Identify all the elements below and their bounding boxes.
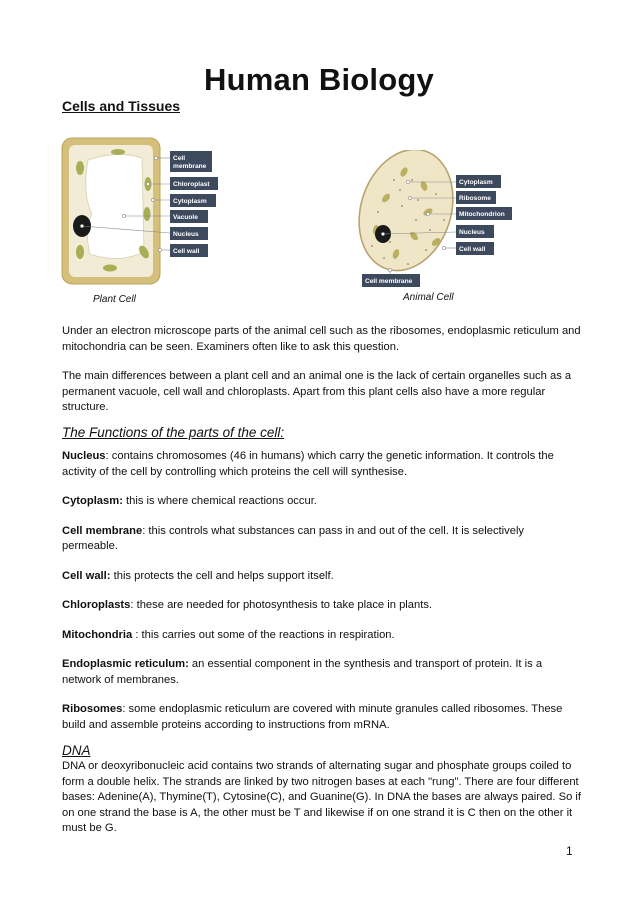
plant-cell-vacuole <box>86 154 144 258</box>
animal-cell-caption: Animal Cell <box>403 292 454 303</box>
plant-cell-labels <box>170 151 218 257</box>
label-chloroplast: Chloroplast <box>173 181 210 188</box>
intro-block <box>62 324 582 416</box>
label-animal-cell-wall: Cell wall <box>459 246 486 253</box>
plant-cell-caption: Plant Cell <box>93 294 136 305</box>
label-nucleus: Nucleus <box>173 231 199 238</box>
label-animal-cytoplasm: Cytoplasm <box>459 179 493 186</box>
label-vacuole: Vacuole <box>173 214 198 221</box>
section-subtitle: Cells and Tissues <box>62 98 181 114</box>
dna-block <box>62 742 582 837</box>
animal-cell-body <box>356 150 468 283</box>
function-endoplasmic-reticulum: Endoplasmic reticulum: an essential component in the synthesis and transport of protein. It is a network of membranes. <box>62 658 543 686</box>
plant-cell-diagram <box>58 134 233 290</box>
function-mitochondria: Mitochondria : this carries out some of the reactions in respiration. <box>62 628 395 641</box>
function-nucleus: Nucleus: contains chromosomes (46 in humans) which carry the genetic information. It controls the activity of the cell by controlling which proteins the cell will synthesise. <box>62 450 554 478</box>
functions-heading: The Functions of the parts of the cell: <box>62 425 285 440</box>
label-cytoplasm: Cytoplasm <box>173 198 207 205</box>
functions-block <box>62 424 582 733</box>
animal-cell-diagram <box>356 150 516 290</box>
function-cytoplasm: Cytoplasm: this is where chemical reactions occur. <box>62 495 317 507</box>
label-ribosome: Ribosome <box>459 195 491 202</box>
page-number: 1 <box>566 844 573 858</box>
dna-heading: DNA <box>62 743 91 758</box>
function-chloroplasts: Chloroplasts: these are needed for photosynthesis to take place in plants. <box>62 599 433 611</box>
label-cell-wall: Cell wall <box>173 248 200 255</box>
label-animal-nucleus: Nucleus <box>459 229 485 236</box>
label-animal-cell-membrane: Cell membrane <box>365 278 413 285</box>
function-ribosomes: Ribosomes: some endoplasmic reticulum are covered with minute granules called ribosomes. These build and assemble proteins according to instructions from mRNA. <box>62 703 563 731</box>
svg-text:Cellmembrane: Cell membrane <box>173 155 207 170</box>
function-cell-wall: Cell wall: this protects the cell and helps support itself. <box>62 569 334 582</box>
page-title: Human Biology <box>204 62 434 97</box>
function-cell-membrane: Cell membrane: this controls what substances can pass in and out of the cell. It is selectively permeable. <box>62 524 525 552</box>
dna-paragraph: DNA or deoxyribonucleic acid contains two strands of alternating sugar and phosphate groups coiled to form a double helix. The strands are linked by two nitrogen bases at each "rung". There are four different bases: Adenine(A), Thymine(T), Cytosine(C), and Guanine(G). In DNA the bases are always paired. So if on one strand the base is A, the other must be T and likewise if on one strand it is C then on the other it must be G. <box>62 760 582 834</box>
intro-paragraph-1: Under an electron microscope parts of the animal cell such as the ribosomes, endoplasmic reticulum and mitochondria can be seen. Examiners often like to ask this question. <box>62 325 581 353</box>
label-mitochondrion: Mitochondrion <box>459 211 505 218</box>
intro-paragraph-2: The main differences between a plant cell and an animal one is the lack of certain organelles such as a permanent vacuole, cell wall and chloroplasts. Apart from this plant cells also have a more regular structure. <box>62 370 572 413</box>
label-cell-membrane-1: Cell <box>173 155 186 162</box>
